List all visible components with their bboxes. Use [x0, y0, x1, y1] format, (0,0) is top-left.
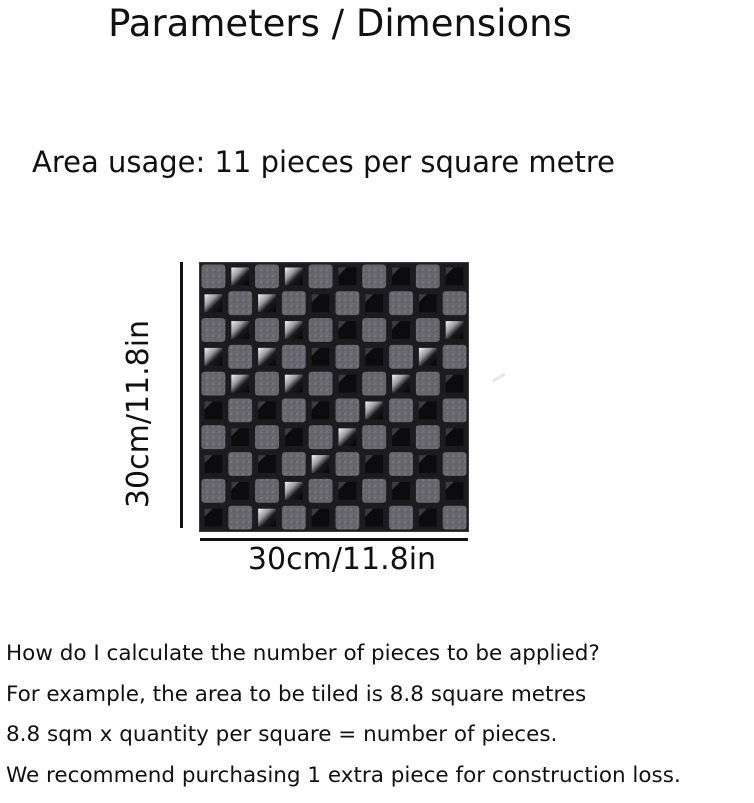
matte-tile	[309, 265, 333, 289]
matte-tile	[282, 452, 306, 476]
area-usage-text: Area usage: 11 pieces per square metre	[32, 145, 615, 179]
matte-tile	[389, 399, 413, 423]
mirror-tile	[258, 294, 276, 312]
matte-tile	[228, 399, 252, 423]
mosaic-tile-image	[200, 263, 468, 531]
matte-tile	[202, 372, 226, 396]
matte-tile	[362, 425, 386, 449]
matte-tile	[362, 265, 386, 289]
matte-tile	[416, 479, 440, 503]
matte-tile	[443, 345, 467, 369]
mosaic-tile-pattern	[200, 263, 468, 531]
mirror-tile	[392, 375, 410, 393]
decorative-mark	[492, 373, 506, 383]
matte-tile	[255, 479, 279, 503]
mirror-tile	[339, 428, 357, 446]
matte-tile	[309, 425, 333, 449]
matte-tile	[416, 372, 440, 396]
matte-tile	[416, 265, 440, 289]
matte-tile	[389, 345, 413, 369]
mirror-tile	[205, 348, 223, 366]
mirror-tile	[258, 348, 276, 366]
matte-tile	[362, 318, 386, 342]
matte-tile	[389, 291, 413, 315]
instruction-line: 8.8 sqm x quantity per square = number of pieces.	[6, 722, 558, 747]
matte-tile	[336, 452, 360, 476]
width-dimension-label: 30cm/11.8in	[247, 542, 437, 577]
matte-tile	[202, 318, 226, 342]
mirror-tile	[419, 348, 437, 366]
mirror-tile	[231, 375, 249, 393]
matte-tile	[336, 291, 360, 315]
mirror-tile	[231, 268, 249, 286]
matte-tile	[443, 452, 467, 476]
instruction-line: How do I calculate the number of pieces to be applied?	[6, 641, 600, 666]
matte-tile	[202, 425, 226, 449]
matte-tile	[255, 425, 279, 449]
mirror-tile	[231, 321, 249, 339]
matte-tile	[255, 318, 279, 342]
mirror-tile	[285, 321, 303, 339]
mirror-tile	[312, 455, 330, 473]
matte-tile	[443, 506, 467, 530]
matte-tile	[282, 399, 306, 423]
matte-tile	[228, 506, 252, 530]
matte-tile	[362, 479, 386, 503]
mirror-tile	[446, 321, 464, 339]
instructions-block	[6, 634, 681, 796]
instruction-line: For example, the area to be tiled is 8.8 square metres	[6, 681, 587, 707]
page-title: Parameters / Dimensions	[108, 2, 572, 45]
matte-tile	[309, 318, 333, 342]
matte-tile	[228, 452, 252, 476]
matte-tile	[443, 399, 467, 423]
matte-tile	[336, 399, 360, 423]
matte-tile	[309, 372, 333, 396]
mirror-tile	[258, 509, 276, 527]
mirror-tile	[285, 268, 303, 286]
instruction-line: We recommend purchasing 1 extra piece for construction loss.	[6, 762, 681, 788]
matte-tile	[228, 345, 252, 369]
mirror-tile	[205, 294, 223, 312]
matte-tile	[336, 506, 360, 530]
matte-tile	[336, 345, 360, 369]
matte-tile	[362, 372, 386, 396]
mirror-tile	[285, 375, 303, 393]
matte-tile	[389, 506, 413, 530]
matte-tile	[416, 425, 440, 449]
matte-tile	[416, 318, 440, 342]
matte-tile	[255, 265, 279, 289]
height-dimension-line	[180, 262, 183, 528]
matte-tile	[282, 291, 306, 315]
matte-tile	[309, 479, 333, 503]
matte-tile	[228, 291, 252, 315]
mirror-tile	[365, 402, 383, 420]
height-dimension-label: 30cm/11.8in	[121, 319, 156, 509]
matte-tile	[443, 291, 467, 315]
matte-tile	[255, 372, 279, 396]
matte-tile	[202, 479, 226, 503]
matte-tile	[389, 452, 413, 476]
matte-tile	[202, 265, 226, 289]
mirror-tile	[285, 482, 303, 500]
matte-tile	[282, 506, 306, 530]
matte-tile	[282, 345, 306, 369]
